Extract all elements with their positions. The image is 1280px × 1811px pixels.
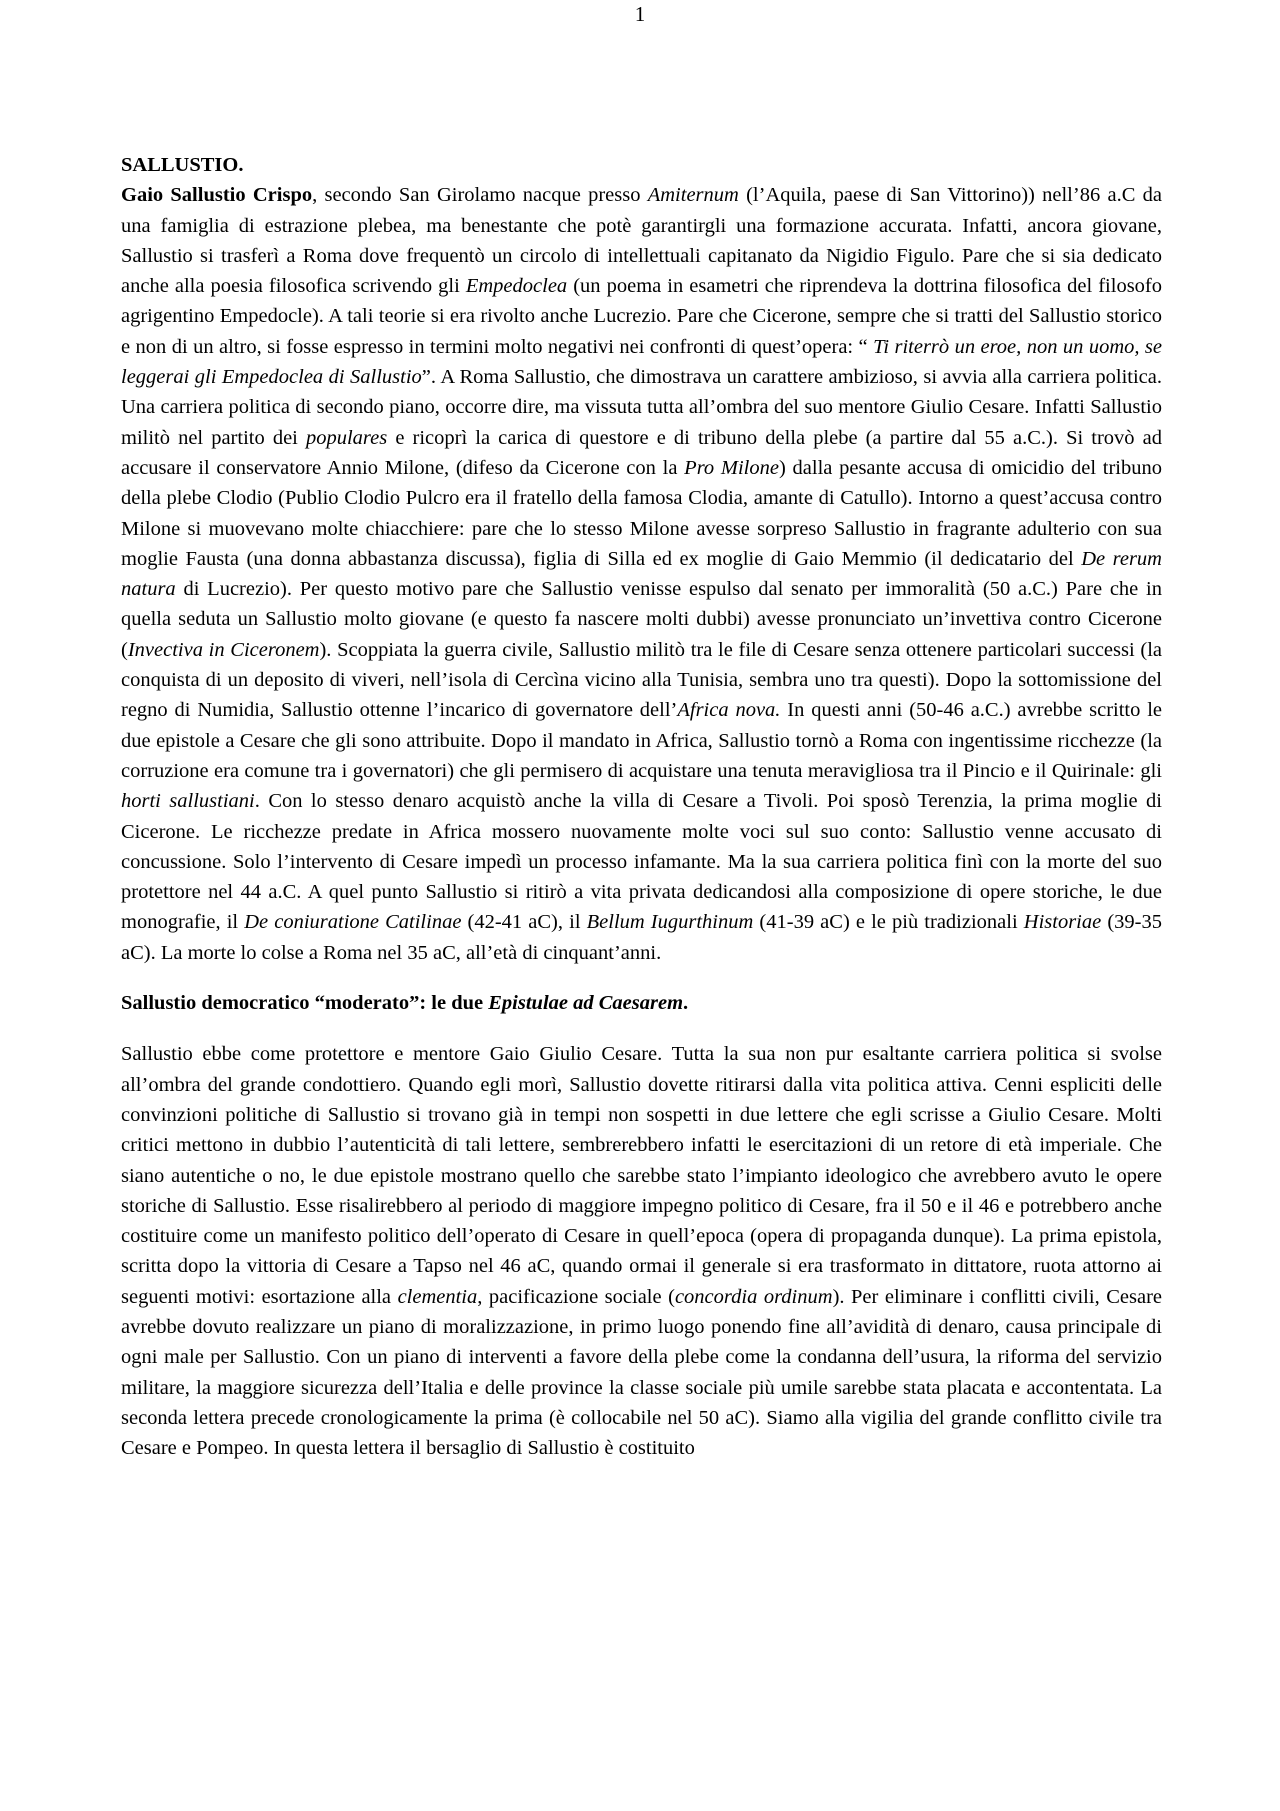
document-title: SALLUSTIO. [121, 154, 244, 176]
biography-paragraph: Gaio Sallustio Crispo, secondo San Girolamo nacque presso Amiternum (l’Aquila, paese di San Vittorino)) nell’86 a.C da una famiglia di estrazione plebea, ma benestante che potè garantirgli una formazione accurata. Infatti, ancora giovane, Sallustio si trasferì a Roma dove frequentò un circolo di intellettuali capitanato da Nigidio Figulo. Pare che si sia dedicato anche alla poesia filosofica scrivendo gli Empedoclea (un poema in esametri che riprendeva la dottrina filosofica del filosofo agrigentino Empedocle). A tali teorie si era rivolto anche Lucrezio. Pare che Cicerone, sempre che si tratti del Sallustio storico e non di un altro, si fosse espresso in termini molto negativi nei confronti di quest’opera: “ Ti riterrò un eroe, non un uomo, se leggerai gli Empedoclea di Sallustio”. A Roma Sallustio, che dimostrava un carattere ambizioso, si avvia alla carriera politica. Una carriera politica di secondo piano, occorre dire, ma vissuta tutta all’ombra del suo mentore Giulio Cesare. Infatti Sallustio militò nel partito dei populares e ricoprì la carica di questore e di tribuno della plebe (a partire dal 55 a.C.). Si trovò ad accusare il conservatore Annio Milone, (difeso da Cicerone con la Pro Milone) dalla pesante accusa di omicidio del tribuno della plebe Clodio (Publio Clodio Pulcro era il fratello della famosa Clodia, amante di Catullo). Intorno a quest’accusa contro Milone si muovevano molte chiacchiere: pare che lo stesso Milone avesse sorpreso Sallustio in fragrante adulterio con sua moglie Fausta (una donna abbastanza discussa), figlia di Silla ed ex moglie di Gaio Memmio (il dedicatario del De rerum natura di Lucrezio). Per questo motivo pare che Sallustio venisse espulso dal senato per immoralità (50 a.C.) Pare che in quella seduta un Sallustio molto giovane (e questo fa nascere molti dubbi) avesse pronunciato un’invettiva contro Cicerone (Invectiva in Ciceronem). Scoppiata la guerra civile, Sallustio militò tra le file di Cesare senza ottenere particolari successi (la conquista di un deposito di viveri, nell’isola di Cercìna vicino alla Tunisia, sembra uno tra questi). Dopo la sottomissione del regno di Numidia, Sallustio ottenne l’incarico di governatore dell’Africa nova. In questi anni (50-46 a.C.) avrebbe scritto le due epistole a Cesare che gli sono attribuite. Dopo il mandato in Africa, Sallustio tornò a Roma con ingentissime ricchezze (la corruzione era comune tra i governatori) che gli permisero di acquistare una tenuta meravigliosa tra il Pincio e il Quirinale: gli horti sallustiani. Con lo stesso denaro acquistò anche la villa di Cesare a Tivoli. Poi sposò Terenzia, la prima moglie di Cicerone. Le ricchezze predate in Africa mossero nuovamente molte voci sul suo conto: Sallustio venne accusato di concussione. Solo l’intervento di Cesare impedì un processo infamante. Ma la sua carriera politica finì con la morte del suo protettore nel 44 a.C. A quel punto Sallustio si ritirò a vita privata dedicandosi alla composizione di opere storiche, le due monografie, il De coniuratione Catilinae (42-41 aC), il Bellum Iugurthinum (41-39 aC) e le più tradizionali Historiae (39-35 aC). La morte lo colse a Roma nel 35 aC, all’età di cinquant’anni. [121, 184, 1163, 964]
author-name: Gaio Sallustio Crispo [121, 184, 313, 207]
section-heading: Sallustio democratico “moderato”: le due Epistulae ad Caesarem. [121, 992, 689, 1015]
epistulae-paragraph: Sallustio ebbe come protettore e mentore Gaio Giulio Cesare. Tutta la sua non pur esaltante carriera politica si svolse all’ombra del grande condottiero. Quando egli morì, Sallustio dovette ritirarsi dalla vita politica attiva. Cenni espliciti delle convinzioni politiche di Sallustio si trovano già in tempi non sospetti in due lettere che egli scrisse a Giulio Cesare. Molti critici mettono in dubbio l’autenticità di tali lettere, sembrerebbero infatti le esercitazioni di un retore di età imperiale. Che siano autentiche o no, le due epistole mostrano quello che sarebbe stato l’impianto ideologico che avrebbero avuto le opere storiche di Sallustio. Esse risalirebbero al periodo di maggiore impegno politico di Cesare, fra il 50 e il 46 e potrebbero anche costituire come un manifesto politico dell’operato di Cesare in quell’epoca (opera di propaganda dunque). La prima epistola, scritta dopo la vittoria di Cesare a Tapso nel 46 aC, quando ormai il generale si era trasformato in dittatore, ruota attorno ai seguenti motivi: esortazione alla clementia, pacificazione sociale (concordia ordinum). Per eliminare i conflitti civili, Cesare avrebbe dovuto realizzare un piano di moralizzazione, in primo luogo ponendo fine all’avidità di denaro, causa principale di ogni male per Sallustio. Con un piano di interventi a favore della plebe come la condanna dell’usura, la riforma del servizio militare, la maggiore sicurezza dell’Italia e delle province la classe sociale più umile sarebbe stata placata e accontentata. La seconda lettera precede cronologicamente la prima (è collocabile nel 50 aC). Siamo alla vigilia del grande conflitto civile tra Cesare e Pompeo. In questa lettera il bersaglio di Sallustio è costituito [121, 1043, 1162, 1460]
document-body [121, 150, 1162, 1463]
page-number: 1 [634, 2, 646, 26]
